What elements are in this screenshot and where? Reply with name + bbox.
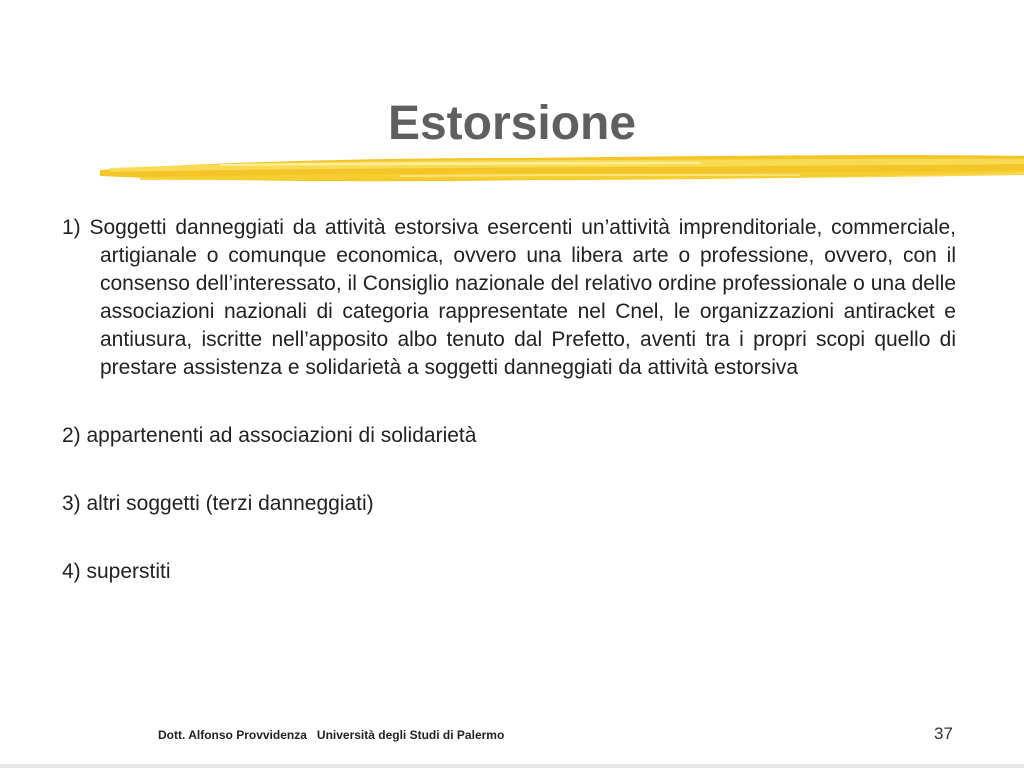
slide-title: Estorsione — [387, 97, 637, 150]
footer-institution: Università degli Studi di Palermo — [316, 728, 505, 742]
footer — [158, 728, 504, 742]
footer-author: Dott. Alfonso Provvidenza — [158, 728, 307, 742]
list-item-1: 1) Soggetti danneggiati da attività estorsiva esercenti un’attività imprenditoriale, commerciale, artigianale o comunque economica, ovvero una libera arte o professione, ovvero, con il consenso dell’interessato, il Consiglio nazionale del relativo ordine professionale o una delle associazioni nazionali di categoria rappresentate nel Cnel, le organizzazioni antiracket e antiusura, iscritte nell’apposito albo tenuto dal Prefetto, aventi tra i propri scopi quello di prestare assistenza e solidarietà a soggetti danneggiati da attività estorsiva — [62, 216, 956, 379]
list-item-4: 4) superstiti — [62, 560, 171, 583]
list-item-3: 3) altri soggetti (terzi danneggiati) — [62, 492, 374, 515]
slide-content — [62, 214, 956, 586]
brush-stroke-decoration — [100, 150, 1024, 190]
page-number: 37 — [934, 724, 953, 743]
bottom-divider — [0, 764, 1024, 768]
list-item-2: 2) appartenenti ad associazioni di solidarietà — [62, 424, 477, 447]
